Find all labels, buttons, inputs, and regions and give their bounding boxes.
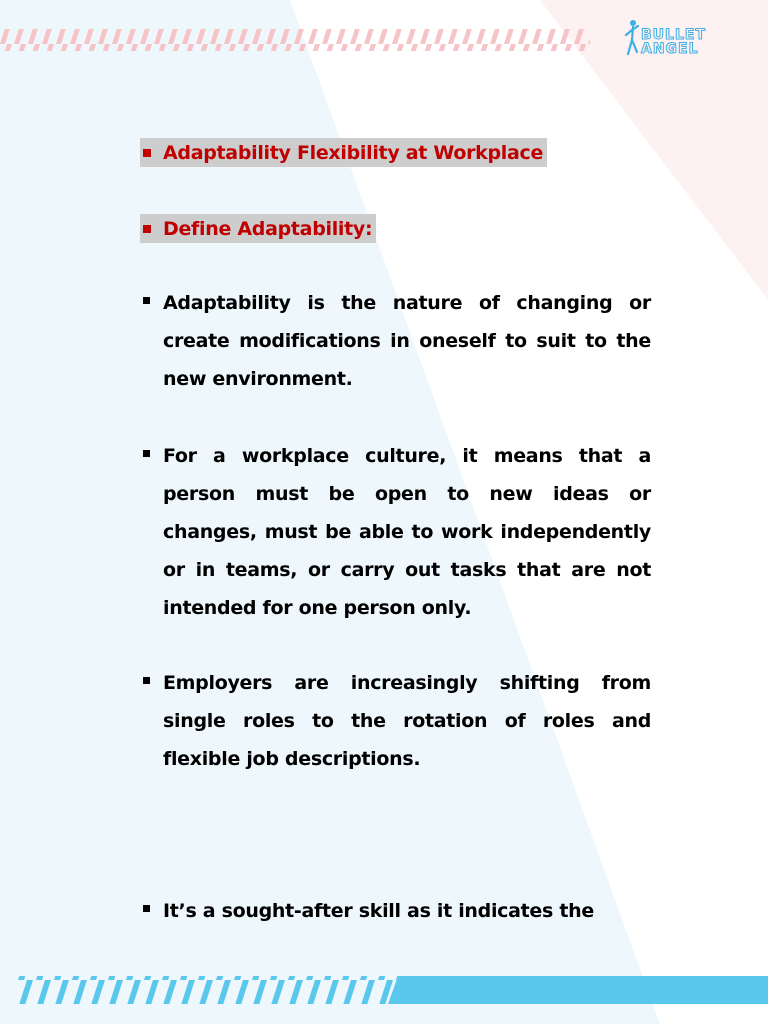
top-stripe-band [0, 29, 590, 51]
logo-line-2: ANGEL [641, 41, 699, 57]
bullet-item [140, 284, 651, 398]
heading-title [140, 138, 547, 167]
square-bullet-icon [143, 297, 150, 304]
bullet-text: Adaptability is the nature of changing or create modifications in oneself to suit to the new environment. [163, 292, 651, 390]
heading-title-text: Adaptability Flexibility at Workplace [163, 141, 544, 164]
bottom-stripe-band [18, 976, 403, 1004]
square-bullet-icon [143, 905, 150, 912]
square-bullet-icon [143, 149, 151, 157]
bottom-solid-bar [388, 976, 768, 1004]
bullet-item [140, 892, 651, 930]
square-bullet-icon [143, 450, 150, 457]
bullet-angel-logo [624, 18, 736, 62]
bullet-text: For a workplace culture, it means that a person must be open to new ideas or changes, must be able to work independently or in teams, or carry out tasks that are not intended for one person only. [163, 445, 651, 619]
heading-define [140, 214, 376, 243]
bullet-text: It’s a sought-after skill as it indicates the [163, 900, 594, 922]
heading-define-text: Define Adaptability: [163, 217, 373, 240]
square-bullet-icon [143, 225, 151, 233]
bullet-item [140, 437, 651, 627]
logo-line-1: BULLET [641, 27, 706, 43]
square-bullet-icon [143, 677, 150, 684]
bullet-text: Employers are increasingly shifting from single roles to the rotation of roles and flexible job descriptions. [163, 672, 651, 770]
bullet-item [140, 664, 651, 778]
